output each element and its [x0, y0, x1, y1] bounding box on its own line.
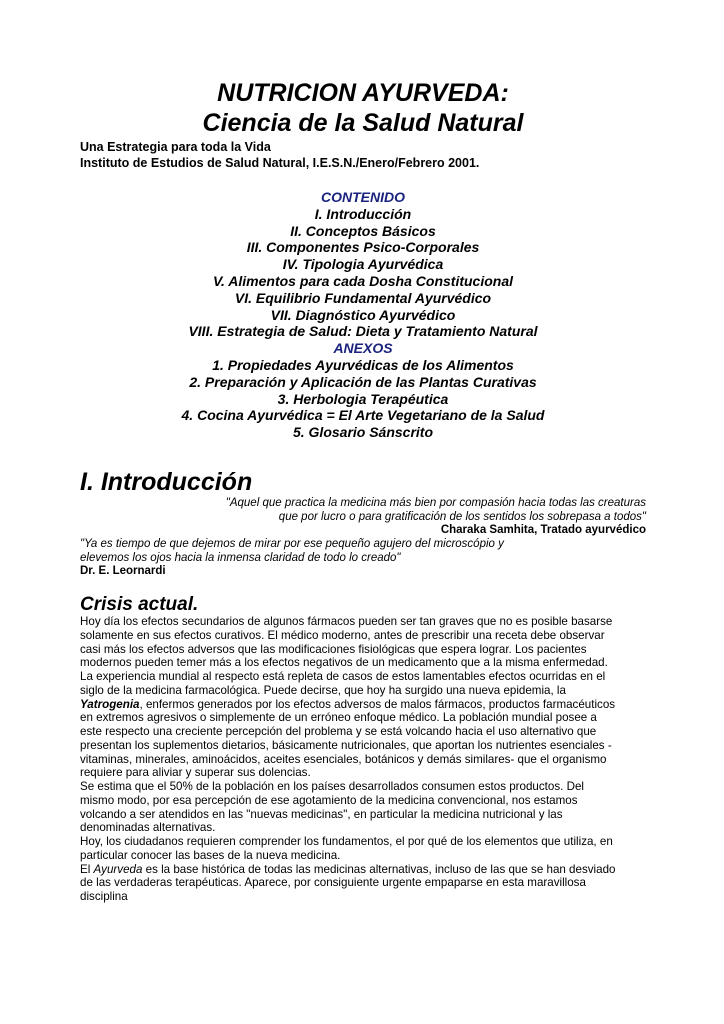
body-line: requiere para aliviar y superar sus dolencias.	[80, 766, 311, 780]
body-line: Hoy día los efectos secundarios de algunos fármacos pueden ser tan graves que no es posible basarse	[80, 615, 613, 628]
epigraph-line: elevemos los ojos hacia la inmensa claridad de todo lo creado"	[80, 551, 401, 564]
epigraph-leornardi	[80, 538, 646, 579]
epigraph-line: "Aquel que practica la medicina más bien por compasión hacia todas las creaturas	[225, 497, 646, 509]
toc-annex-item: 2. Preparación y Aplicación de las Plantas Curativas	[189, 373, 537, 390]
document-subinfo	[80, 139, 646, 171]
body-line-ayurveda	[80, 863, 646, 877]
toc-item: IV. Tipologia Ayurvédica	[282, 256, 444, 273]
epigraph-line: que por lucro o para gratificación de los sentidos los sobrepasa a todos"	[278, 510, 646, 523]
document-title-line2: Ciencia de la Salud Natural	[202, 109, 524, 137]
body-line: mismo modo, por esa percepción de ese agotamiento de la medicina convencional, nos estamos	[80, 793, 578, 807]
section-heading-introduccion: I. Introducción	[80, 468, 253, 496]
body-line: presentan los suplementos dietarios, básicamente nutricionales, que aportan los nutrientes esenciales -	[80, 738, 612, 752]
term-ayurveda: Ayurveda	[93, 862, 143, 876]
toc-annex-item: 5. Glosario Sánscrito	[292, 424, 434, 441]
document-institute: Instituto de Estudios de Salud Natural, I.E.S.N./Enero/Febrero 2001.	[80, 156, 480, 170]
body-line: casi más los efectos adversos que las modificaciones fisiológicas que espera lograr. Los pacientes	[80, 642, 587, 656]
body-line: La experiencia mundial al respecto está repleta de casos de estos lamentables efectos ocurridas en el	[80, 670, 606, 683]
body-line: en extremos agresivos o simplemente de un erróneo enfoque médico. La población mundial posee a	[80, 711, 597, 725]
body-line: solamente en sus efectos curativos. El médico moderno, antes de prescribir una receta debe observar	[80, 628, 605, 642]
toc-item: I. Introducción	[314, 205, 412, 222]
toc-annex-item: 3. Herbologia Terapéutica	[277, 390, 449, 407]
epigraph-line: "Ya es tiempo de que dejemos de mirar por ese pequeño agujero del microscópio y	[80, 538, 504, 550]
toc-item: II. Conceptos Básicos	[290, 222, 436, 239]
body-line: volcando a ser atendidos en las "nuevas medicinas", en particular la medicina nutricional y las	[80, 807, 563, 821]
epigraph-charaka	[80, 497, 646, 538]
document-title-line1: NUTRICION AYURVEDA:	[217, 79, 509, 107]
document-subtitle: Una Estrategia para toda la Vida	[80, 140, 271, 154]
body-line: modernos pueden temer más a los efectos negativos de un medicamento que a la misma enfermedad.	[80, 656, 608, 670]
subsection-heading-crisis: Crisis actual.	[80, 594, 199, 615]
term-yatrogenia: Yatrogenia	[80, 697, 140, 711]
body-line: este respecto una creciente percepción del problema y se está volcando hacia el uso alternativo que	[80, 725, 597, 738]
epigraph-attribution: Dr. E. Leornardi	[80, 565, 166, 578]
toc-heading: CONTENIDO	[321, 189, 405, 205]
table-of-contents	[80, 189, 646, 441]
body-line: de las verdaderas terapéuticas. Aparece, por consiguiente urgente empaparse en esta maravillosa	[80, 876, 586, 890]
crisis-paragraphs	[80, 615, 646, 904]
body-line-rest: , enfermos generados por los efectos adversos de malos fármacos, productos farmacéuticos	[139, 697, 616, 711]
body-line: disciplina	[80, 890, 128, 903]
body-line: Se estima que el 50% de la población en los países desarrollados consumen estos productos. Del	[80, 780, 584, 793]
toc-annex-heading: ANEXOS	[333, 340, 393, 357]
toc-annex-item: 4. Cocina Ayurvédica = El Arte Vegetariano de la Salud	[181, 407, 545, 424]
epigraph-attribution: Charaka Samhita, Tratado ayurvédico	[440, 524, 646, 537]
toc-item: III. Componentes Psico-Corporales	[246, 239, 480, 256]
body-line: particular conocer las bases de la nueva medicina.	[80, 848, 341, 862]
toc-item: V. Alimentos para cada Dosha Constitucional	[212, 272, 514, 289]
toc-item: VII. Diagnóstico Ayurvédico	[270, 306, 456, 323]
body-line: Hoy, los ciudadanos requieren comprender los fundamentos, el por qué de los elementos que utiliza, en	[80, 835, 613, 848]
body-line: denominadas alternativas.	[80, 821, 216, 835]
body-line-rest: es la base histórica de todas las medicinas alternativas, incluso de las que se han desviado	[142, 862, 616, 876]
body-line: siglo de la medicina farmacológica. Puede decirse, que hoy ha surgido una nueva epidemia, la	[80, 683, 566, 697]
body-line-yatrogenia	[80, 698, 646, 712]
body-line-prefix: El	[80, 862, 94, 876]
toc-annex-item: 1. Propiedades Ayurvédicas de los Alimentos	[212, 356, 514, 373]
toc-item: VIII. Estrategia de Salud: Dieta y Tratamiento Natural	[188, 323, 538, 340]
body-line: vitaminas, minerales, aminoácidos, aceites esenciales, botánicos y demás similares- que el organismo	[80, 752, 607, 766]
toc-item: VI. Equilibrio Fundamental Ayurvédico	[234, 289, 492, 306]
